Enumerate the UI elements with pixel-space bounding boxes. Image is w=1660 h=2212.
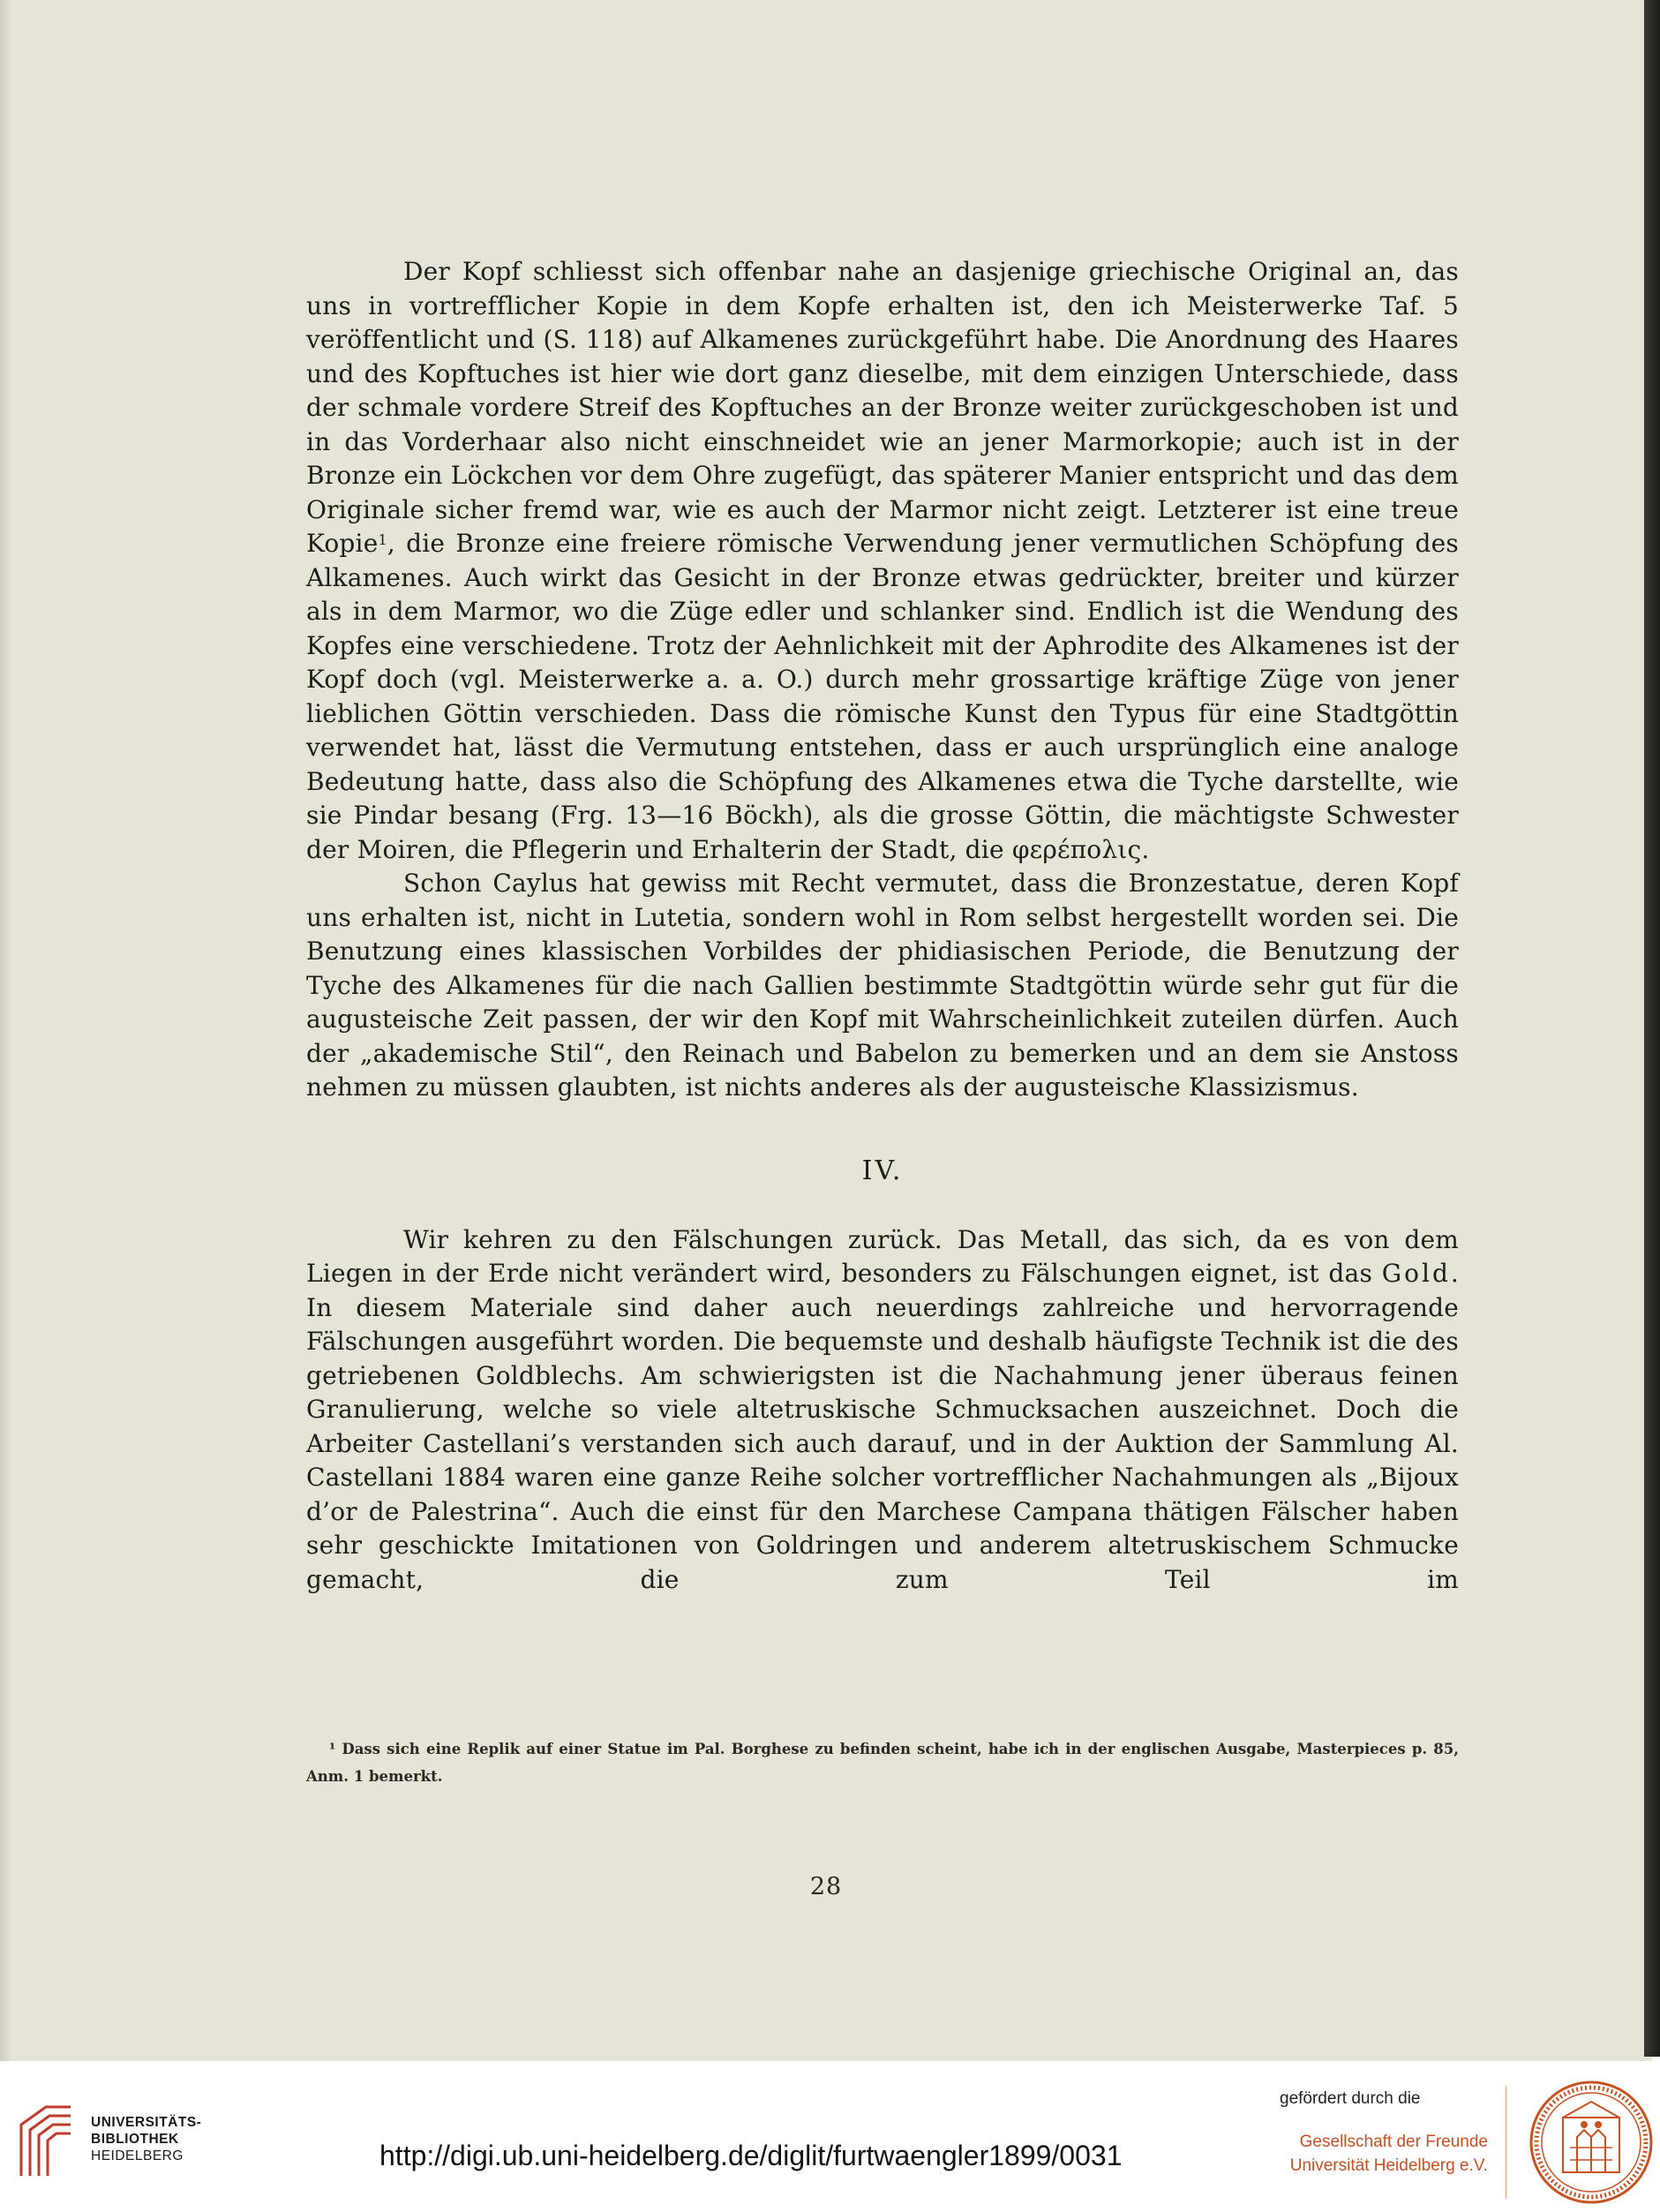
sponsor-name[interactable] <box>1290 2130 1488 2178</box>
viewer-footer <box>0 2061 1660 2212</box>
paragraph: Wir kehren zu den Fälschungen zurück. Das Metall, das sich, da es von dem Liegen in der Erde nicht verändert wird, besonders zu Fälschungen eignet, ist das Gold. In diesem Materiale sind daher auch neuerdings zahlreiche und hervorragende Fälschungen ausgeführt worden. Die bequemste und deshalb häufigste Technik ist die des getriebenen Goldblechs. Am schwierigsten ist die Nachahmung jener überaus feinen Granulierung, welche so viele altetruskische Schmucksachen auszeichnet. Doch die Arbeiter Castellani’s verstanden sich auch darauf, und in der Auktion der Sammlung Al. Castellani 1884 waren eine ganze Reihe solcher vortrefflicher Nachahmungen als „Bijoux d’or de Palestrina“. Auch die einst für den Marchese Campana thätigen Fälscher haben sehr geschickte Imitationen von Goldringen und anderem altetruskischem Schmucke gemacht, die zum Teil im <box>306 1224 1459 1594</box>
footnote-reference[interactable]: 1 <box>378 531 387 548</box>
library-logo-icon[interactable] <box>12 2103 79 2178</box>
page-right-edge <box>1644 0 1660 2057</box>
university-seal-icon <box>1528 2079 1655 2206</box>
paragraphs-after-heading <box>306 1223 1459 1598</box>
body-text <box>306 255 1459 1597</box>
page-number: 28 <box>809 1873 843 1900</box>
paragraph: Schon Caylus hat gewiss mit Recht vermutet, dass die Bronzestatue, deren Kopf uns erhalten ist, nicht in Lutetia, sondern wohl in Rom selbst hergestellt worden sei. Die Benutzung eines klassischen Vorbildes der phidiasischen Periode, die Benutzung der Tyche des Alkamenes für die nach Gallien bestimmte Stadtgöttin würde sehr gut für die augusteische Zeit passen, der wir den Kopf mit Wahrscheinlichkeit zuteilen dürfen. Auch der „akademische Stil“, den Reinach und Babelon zu bemerken und an dem sie Anstoss nehmen zu müssen glaubten, ist nichts anderes als der augusteische Klassizismus. <box>306 869 1459 1102</box>
section-heading: IV. <box>861 1155 904 1186</box>
sponsor-name-line-2: Universität Heidelberg e.V. <box>1289 2156 1488 2175</box>
permalink-url[interactable]: http://digi.ub.uni-heidelberg.de/diglit/furtwaengler1899/0031 <box>379 2140 1123 2171</box>
paragraphs-before-heading <box>306 255 1459 1105</box>
footnote: ¹ Dass sich eine Replik auf einer Statue im Pal. Borghese zu befinden scheint, habe ich in der englischen Ausgabe, Masterpieces p. 85, Anm. 1 bemerkt. <box>306 1741 1459 1785</box>
paragraph: Der Kopf schliesst sich offenbar nahe an dasjenige griechische Original an, das uns in vortrefflicher Kopie in dem Kopfe erhalten ist, den ich Meisterwerke Taf. 5 veröffentlicht und (S. 118) auf Alkamenes zurückgeführt habe. Die Anordnung des Haares und des Kopftuches ist hier wie dort ganz dieselbe, mit dem einzigen Unterschiede, dass der schmale vordere Streif des Kopftuches an der Bronze weiter zurückgeschoben ist und in das Vorderhaar also nicht einschneidet wie an jener Marmorkopie; auch ist in der Bronze ein Löckchen vor dem Ohre zugefügt, das späterer Manier entspricht und das dem Originale sicher fremd war, wie es auch der Marmor nicht zeigt. Letzterer ist eine treue Kopie$^1$, die Bronze eine freiere römische Verwendung jener vermutlichen Schöpfung des Alkamenes. Auch wirkt das Gesicht in der Bronze etwas gedrückter, breiter und kürzer als in dem Marmor, wo die Züge edler und schlanker sind. Endlich ist die Wendung des Kopfes eine verschiedene. Trotz der Aehnlichkeit mit der Aphrodite des Alkamenes ist der Kopf doch (vgl. Meisterwerke a. a. O.) durch mehr grossartige kräftige Züge von jener lieblichen Göttin verschieden. Dass die römische Kunst den Typus für eine Stadtgöttin verwendet hat, lässt die Vermutung entstehen, dass er auch ursprünglich eine analoge Bedeutung hatte, dass also die Schöpfung des Alkamenes etwa die Tyche darstellte, wie sie Pindar besang (Frg. 13—16 Böckh), als die grosse Göttin, die mächtigste Schwester der Moiren, die Pflegerin und Erhalterin der Stadt, die φερέπολις. <box>306 257 1459 864</box>
sponsor-label: gefördert durch die <box>1280 2089 1421 2108</box>
library-name-line-3: HEIDELBERG <box>91 2148 184 2163</box>
page-left-shadow <box>0 0 12 2061</box>
sponsor-name-line-1: Gesellschaft der Freunde <box>1299 2133 1488 2151</box>
spaced-word: Gold <box>1381 1259 1451 1288</box>
library-name <box>91 2114 201 2164</box>
library-name-line-2: BIBLIOTHEK <box>91 2132 179 2147</box>
library-name-line-1: UNIVERSITÄTS- <box>91 2115 202 2130</box>
